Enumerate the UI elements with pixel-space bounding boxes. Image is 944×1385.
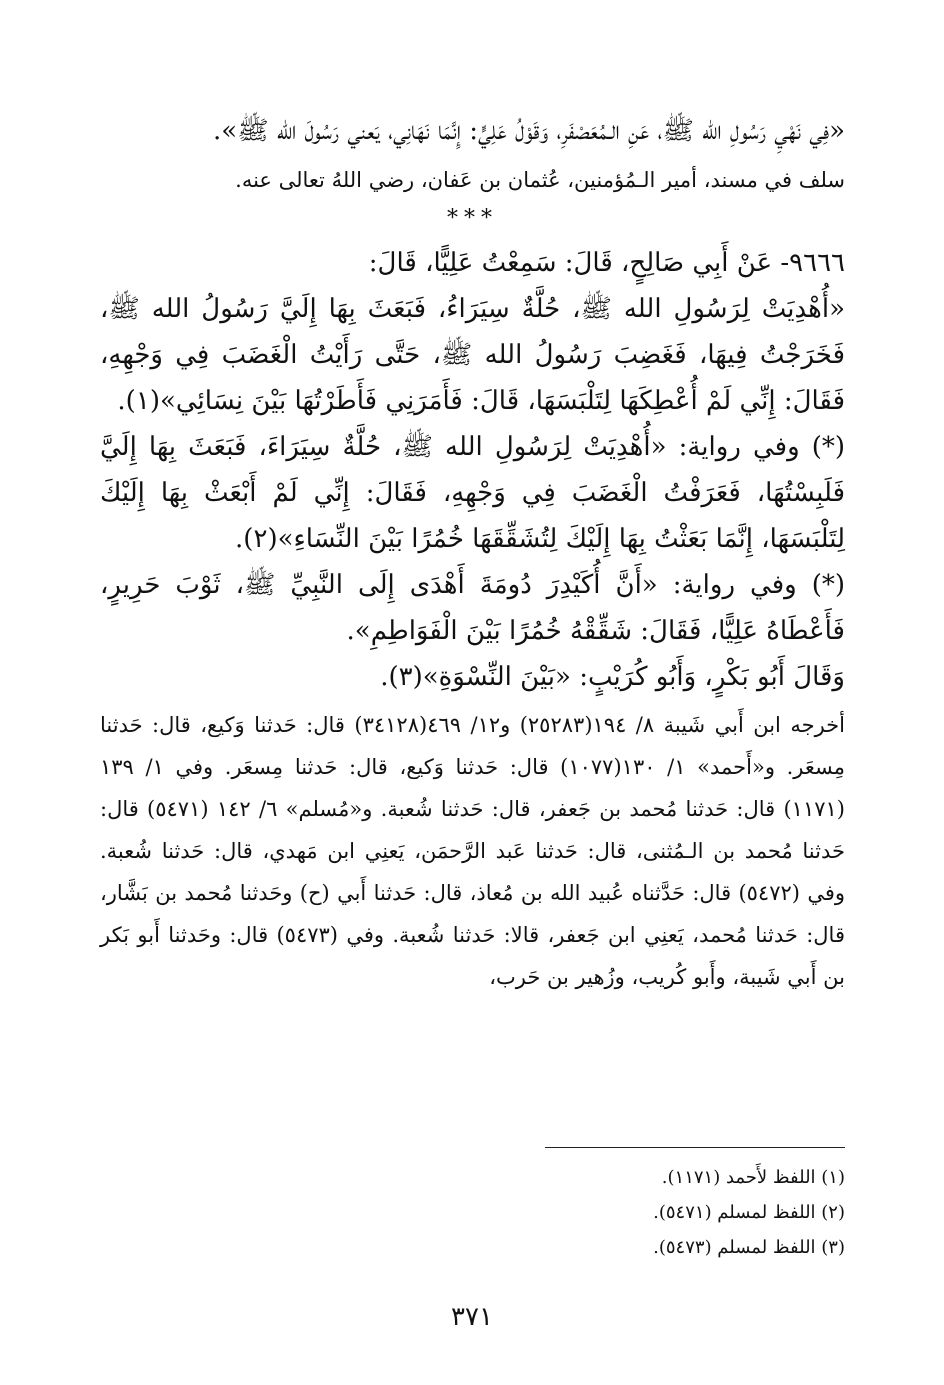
- hadith-continuation: «فِي نَهْيِ رَسُولِ الله ﷺ، عَنِ الـمُعَصْفَرِ، وَقَوْلُ عَلِيٍّ: إِنَّمَا نَهَانِي، يَعني رَسُولَ الله ﷺ».: [213, 116, 845, 146]
- page-number: ٣٧١: [451, 1302, 493, 1332]
- narrators-note: وَقَالَ أَبُو بَكْرٍ، وَأَبُو كُرَيْبٍ: «بَيْنَ النِّسْوَةِ»(٣).: [380, 662, 845, 692]
- hadith-text: «أُهْدِيَتْ لِرَسُولِ الله ﷺ، حُلَّةٌ سِيَرَاءُ، فَبَعَثَ بِهَا إِلَيَّ رَسُولُ الله ﷺ، فَخَرَجْتُ فِيهَا، فَغَضِبَ رَسُولُ الله ﷺ، حَتَّى رَأَيْتُ الْغَضَبَ فِي وَجْهِهِ، فَقَالَ: إِنِّي لَمْ أُعْطِكَهَا لِتَلْبَسَهَا، قَالَ: فَأَمَرَنِي فَأَطَرْتُهَا بَيْنَ نِسَائِي»(١).: [100, 294, 845, 416]
- footnote-2: (٢) اللفظ لمسلم (٥٤٧١).: [653, 1202, 845, 1223]
- hadith-heading: ٩٦٦٦- عَنْ أَبِي صَالِحٍ، قَالَ: سَمِعْتُ عَلِيًّا، قَالَ:: [368, 248, 845, 278]
- narration-variant-1: (*) وفي رواية: «أُهْدِيَتْ لِرَسُولِ الله ﷺ، حُلَّةٌ سِيَرَاءَ، فَبَعَثَ بِهَا إِلَيَّ فَلَبِسْتُهَا، فَعَرَفْتُ الْغَضَبَ فِي وَجْهِهِ، فَقَالَ: إِنِّي لَمْ أَبْعَثْ بِهَا إِلَيْكَ لِتَلْبَسَهَا، إِنَّمَا بَعَثْتُ بِهَا إِلَيْكَ لِتُشَقِّقَهَا خُمُرًا بَيْنَ النِّسَاءِ»(٢).: [100, 432, 845, 554]
- main-text: [100, 108, 845, 998]
- footnote-1: (١) اللفظ لأَحمد (١١٧١).: [661, 1167, 845, 1188]
- narration-variant-2: (*) وفي رواية: «أَنَّ أُكَيْدِرَ دُومَةَ أَهْدَى إِلَى النَّبِيِّ ﷺ، ثَوْبَ حَرِيرٍ، فَأَعْطَاهُ عَلِيًّا، فَقَالَ: شَقِّقْهُ خُمُرًا بَيْنَ الْفَوَاطِمِ».: [100, 570, 845, 646]
- section-separator: ***: [447, 206, 498, 231]
- footnotes: [400, 1160, 845, 1265]
- footnote-3: (٣) اللفظ لمسلم (٥٤٧٣).: [653, 1237, 845, 1258]
- footnote-divider: [545, 1147, 845, 1148]
- takhrij-paragraph: أخرجه ابن أَبي شَيبة ٨/ ١٩٤(٢٥٢٨٣) و١٢/ ٤٦٩(٣٤١٢٨) قال: حَدثنا وَكيع، قال: حَدثنا مِسعَر. و«أَحمد» ١/ ١٣٠(١٠٧٧) قال: حَدثنا وَكيع، قال: حَدثنا مِسعَر. وفي ١/ ١٣٩ (١١٧١) قال: حَدثنا مُحمد بن جَعفر، قال: حَدثنا شُعبة. و«مُسلم» ٦/ ١٤٢ (٥٤٧١) قال: حَدثنا مُحمد بن الـمُثنى، قال: حَدثنا عَبد الرَّحمَن، يَعنِي ابن مَهدي، قال: حَدثنا شُعبة. وفي (٥٤٧٢) قال: حَدَّثناه عُبيد الله بن مُعاذ، قال: حَدثنا أَبي (ح) وحَدثنا مُحمد بن بَشَّار، قال: حَدثنا مُحمد، يَعنِي ابن جَعفر، قالا: حَدثنا شُعبة. وفي (٥٤٧٣) قال: وحَدثنا أَبو بَكر بن أَبي شَيبة، وأَبو كُريب، وزُهير بن حَرب،: [100, 713, 845, 989]
- cross-reference-note: سلف في مسند، أمير الـمُؤمنين، عُثمان بن عَفان، رضي اللهُ تعالى عنه.: [235, 168, 845, 192]
